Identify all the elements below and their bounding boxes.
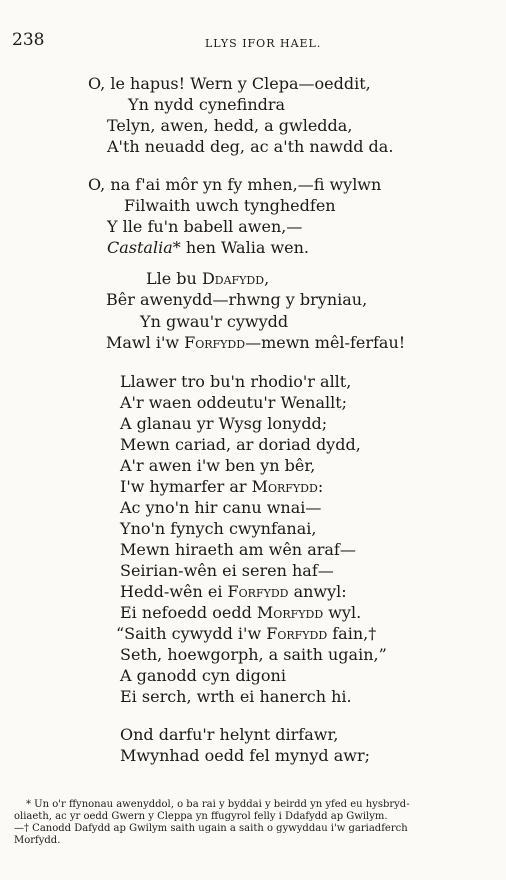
page-number: 238 xyxy=(12,30,45,50)
poem-line: A'th neuadd deg, ac a'th nawdd da. xyxy=(107,137,394,156)
poem-line: O, na f'ai môr yn fy mhen,—fi wylwn xyxy=(88,175,382,194)
poem-line: Seirian-wên ei seren haf— xyxy=(120,561,334,580)
poem-line: Mawl i'w Forfydd—mewn mêl-ferfau! xyxy=(106,333,406,352)
poem-line: Castalia* hen Walia wen. xyxy=(107,238,309,257)
poem-line: Yno'n fynych cwynfanai, xyxy=(120,519,317,538)
poem-line: Ond darfu'r helynt dirfawr, xyxy=(120,725,339,744)
poem-line: Telyn, awen, hedd, a gwledda, xyxy=(107,116,353,135)
poem-line: Mwynhad oedd fel mynyd awr; xyxy=(120,746,371,765)
poem-line: Yn gwau'r cywydd xyxy=(140,312,289,331)
poem-line: Hedd-wên ei Forfydd anwyl: xyxy=(120,582,347,601)
poem-line: O, le hapus! Wern y Clepa—oeddit, xyxy=(88,74,371,93)
poem-line: A'r awen i'w ben yn bêr, xyxy=(120,456,316,475)
footnote-line: —† Canodd Dafydd ap Gwilym saith ugain a saith o gywyddau i'w gariadferch xyxy=(14,823,408,834)
poem-line: Ac yno'n hir canu wnai— xyxy=(120,498,322,517)
footnote-line: Morfydd. xyxy=(14,835,61,846)
castalia-italic: Castalia* xyxy=(107,238,181,257)
poem-line: Lle bu Ddafydd, xyxy=(146,269,270,288)
poem-line: Mewn cariad, ar doriad dydd, xyxy=(120,435,361,454)
poem-line: I'w hymarfer ar Morfydd: xyxy=(120,477,324,496)
poem-line: Yn nydd cynefindra xyxy=(128,95,286,114)
poem-line: Ei nefoedd oedd Morfydd wyl. xyxy=(120,603,362,622)
poem-line: A glanau yr Wysg lonydd; xyxy=(120,414,328,433)
poem-line: Y lle fu'n babell awen,— xyxy=(107,217,303,236)
poem-line: “Saith cywydd i'w Forfydd fain,† xyxy=(116,624,377,643)
poem-line: Ei serch, wrth ei hanerch hi. xyxy=(120,687,352,706)
poem-line: Llawer tro bu'n rhodio'r allt, xyxy=(120,372,352,391)
footnotes xyxy=(14,799,494,847)
footnote-line: * Un o'r ffynonau awenyddol, o ba rai y byddai y beirdd yn yfed eu hysbryd- xyxy=(26,799,410,810)
poem-line: A ganodd cyn digoni xyxy=(120,666,286,685)
poem-line: Filwaith uwch tynghedfen xyxy=(124,196,336,215)
poem-line: Mewn hiraeth am wên araf— xyxy=(120,540,356,559)
running-title: LLYS IFOR HAEL. xyxy=(205,37,322,50)
poem-line: Bêr awenydd—rhwng y bryniau, xyxy=(106,290,368,309)
footnote-line: oliaeth, ac yr oedd Gwern y Cleppa yn ffugyrol felly i Ddafydd ap Gwilym. xyxy=(14,811,388,822)
poem-line: Seth, hoewgorph, a saith ugain,” xyxy=(120,645,387,664)
poem-line: A'r waen oddeutu'r Wenallt; xyxy=(120,393,348,412)
